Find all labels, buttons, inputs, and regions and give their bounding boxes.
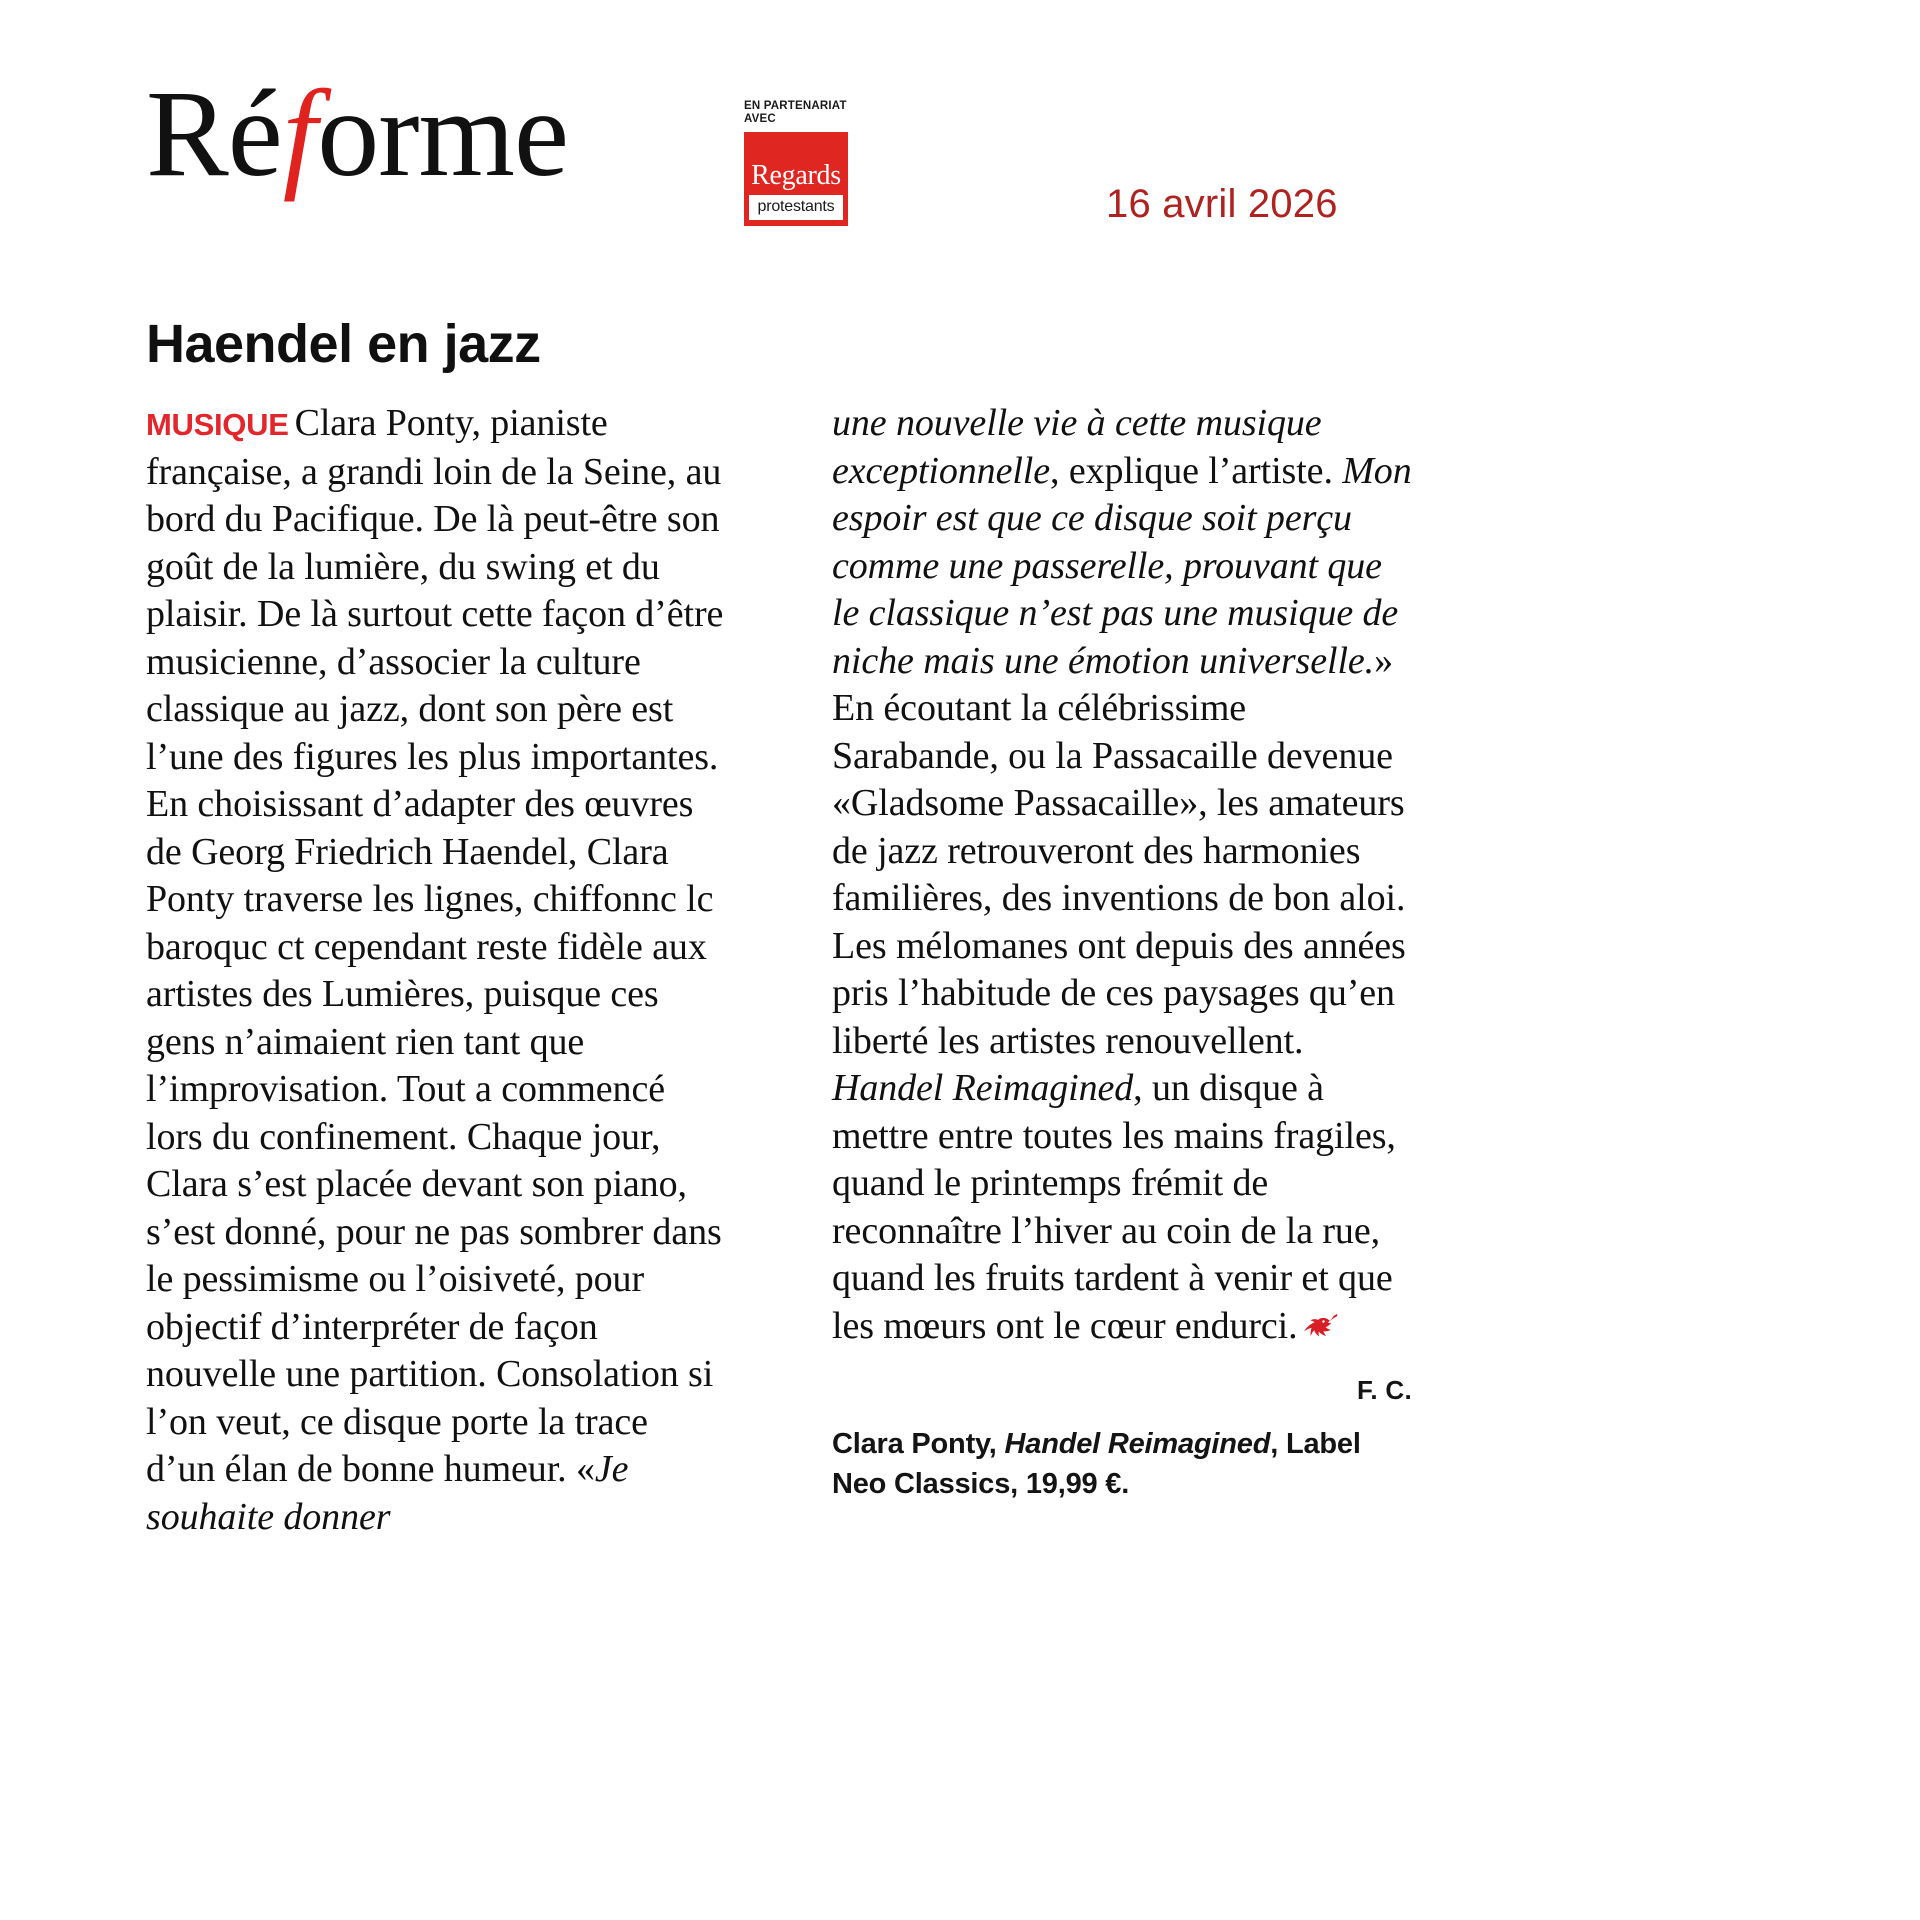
quote-fragment-one: Je souhaite donner bbox=[146, 1448, 629, 1538]
partner-logo[interactable] bbox=[744, 100, 848, 226]
byline: F. C. bbox=[1357, 1375, 1412, 1405]
article-columns bbox=[146, 400, 1766, 1541]
partner-brand-strip bbox=[749, 195, 843, 220]
quote-fragment-two: une nouvelle vie à cette musique exceptionnelle bbox=[832, 402, 1322, 492]
credit-album-title: Handel Reimagined bbox=[1004, 1428, 1271, 1460]
column-one-text bbox=[146, 400, 726, 1541]
album-credit bbox=[832, 1424, 1412, 1504]
quote-attribution: , explique l’artiste. bbox=[1050, 449, 1343, 492]
column-two-paragraph-four: , un disque à mettre entre toutes les mains fragiles, quand le printemps frémit de reconnaître l’hiver au coin de la rue, quand les fruits tardent à venir et que les mœurs ont le cœur endurci. bbox=[832, 1067, 1396, 1347]
logo-text bbox=[146, 65, 568, 202]
quote-fragment-three: Mon espoir est que ce disque soit perçu comme une passerelle, prouvant que le classique n’est pas une musique de niche mais une émotion universelle. bbox=[832, 449, 1412, 682]
masthead bbox=[146, 65, 1786, 232]
column-one-paragraph: Clara Ponty, pianiste française, a grandi loin de la Seine, au bord du Pacifique. De là peut-être son goût de la lumière, du swing et du plaisir. De là surtout cette façon d’être musicienne, d’associer la culture classique au jazz, dont son père est l’une des figures les plus importantes. En choisissant d’adapter des œuvres de Georg Friedrich Haendel, Clara Ponty traverse les lignes, chiffonnc lc baroquc ct cependant reste fidèle aux artistes des Lumières, puisque ces gens n’aimaient rien tant que l’improvisation. Tout a commencé lors du confinement. Chaque jour, Clara s’est placée devant son piano, s’est donné, pour ne pas sombrer dans le pessimisme ou l’oisiveté, pour objectif d’interpréter de façon nouvelle une partition. Consolation si l’on veut, ce disque porte la trace d’un élan de bonne humeur. bbox=[146, 402, 724, 1490]
credit-label-price: , Label Neo Classics, 19,99 €. bbox=[832, 1428, 1361, 1500]
partner-brand-bottom: protestants bbox=[757, 198, 835, 215]
column-two-paragraph-three: Les mélomanes ont depuis des années pris l’habitude de ces paysages qu’en liberté les artistes renouvellent. bbox=[832, 924, 1406, 1062]
quote-close-mark: » bbox=[1374, 639, 1393, 682]
credit-artist: Clara Ponty, bbox=[832, 1428, 1005, 1460]
dove-icon bbox=[1304, 1307, 1338, 1335]
section-kicker: MUSIQUE bbox=[146, 407, 289, 442]
logo-accent-letter: f bbox=[282, 65, 317, 202]
logo-text-before: Ré bbox=[146, 65, 282, 202]
logo-text-after: orme bbox=[317, 65, 568, 202]
partner-badge bbox=[744, 132, 848, 226]
partner-brand-top: Regards bbox=[751, 160, 841, 191]
column-two-text bbox=[832, 400, 1412, 1350]
column-two-paragraph-two: En écoutant la célébrissime Sarabande, ou la Passacaille devenue «Gladsome Passacaille», les amateurs de jazz retrouveront des harmonies familières, des inventions de bon aloi. bbox=[832, 687, 1406, 919]
partner-label: EN PARTENARIAT AVEC bbox=[744, 100, 847, 125]
page-title: Haendel en jazz bbox=[146, 314, 541, 375]
article-column-one bbox=[146, 400, 726, 1541]
issue-date: 16 avril 2026 bbox=[1106, 182, 1338, 226]
publication-logo[interactable] bbox=[146, 65, 568, 202]
album-title-mention: Handel Reimagined bbox=[832, 1067, 1134, 1109]
article-column-two bbox=[832, 400, 1412, 1541]
quote-open-mark: « bbox=[575, 1448, 595, 1490]
